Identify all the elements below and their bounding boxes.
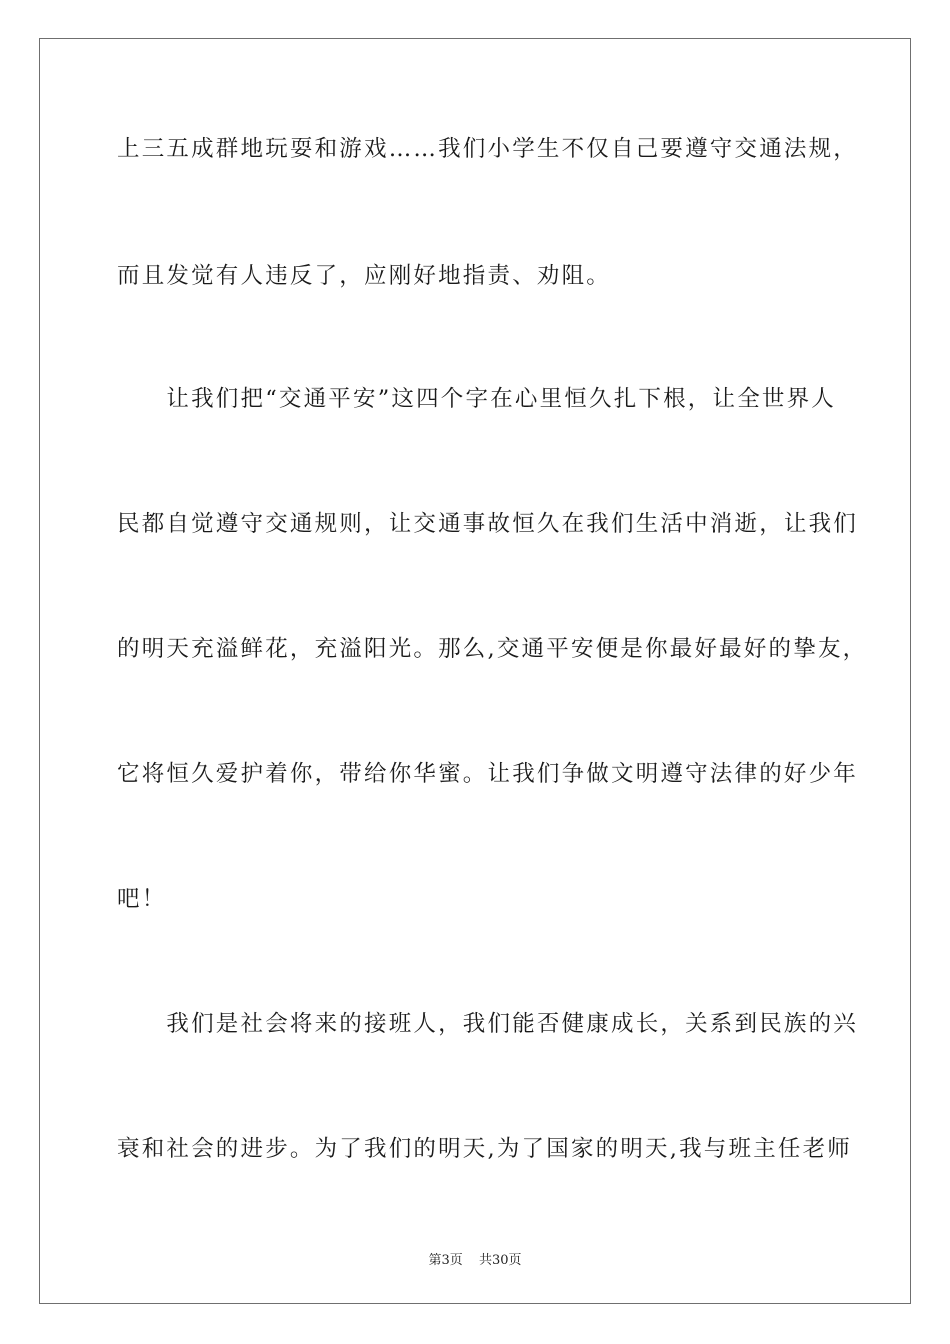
body-text-line: 民都自觉遵守交通规则，让交通事故恒久在我们生活中消逝，让我们	[117, 511, 859, 537]
body-text-line: 让我们把“交通平安”这四个字在心里恒久扎下根，让全世界人	[117, 386, 837, 412]
body-text-line: 上三五成群地玩耍和游戏……我们小学生不仅自己要遵守交通法规，	[117, 136, 859, 162]
body-text-line: 吧！	[117, 886, 167, 912]
body-text-line: 我们是社会将来的接班人，我们能否健康成长，关系到民族的兴	[117, 1011, 859, 1037]
body-text-line: 衰和社会的进步。为了我们的明天,为了国家的明天,我与班主任老师	[117, 1136, 853, 1162]
page-number: 第3页	[428, 1253, 463, 1268]
page-total: 共30页	[478, 1253, 522, 1268]
body-text-line: 的明天充溢鲜花，充溢阳光。那么,交通平安便是你最好最好的挚友，	[117, 636, 868, 662]
body-text-line: 它将恒久爱护着你，带给你华蜜。让我们争做文明遵守法律的好少年	[117, 761, 859, 787]
body-text-line: 而且发觉有人违反了，应刚好地指责、劝阻。	[117, 263, 612, 289]
page-footer	[0, 1249, 950, 1268]
page-frame	[39, 38, 911, 1304]
